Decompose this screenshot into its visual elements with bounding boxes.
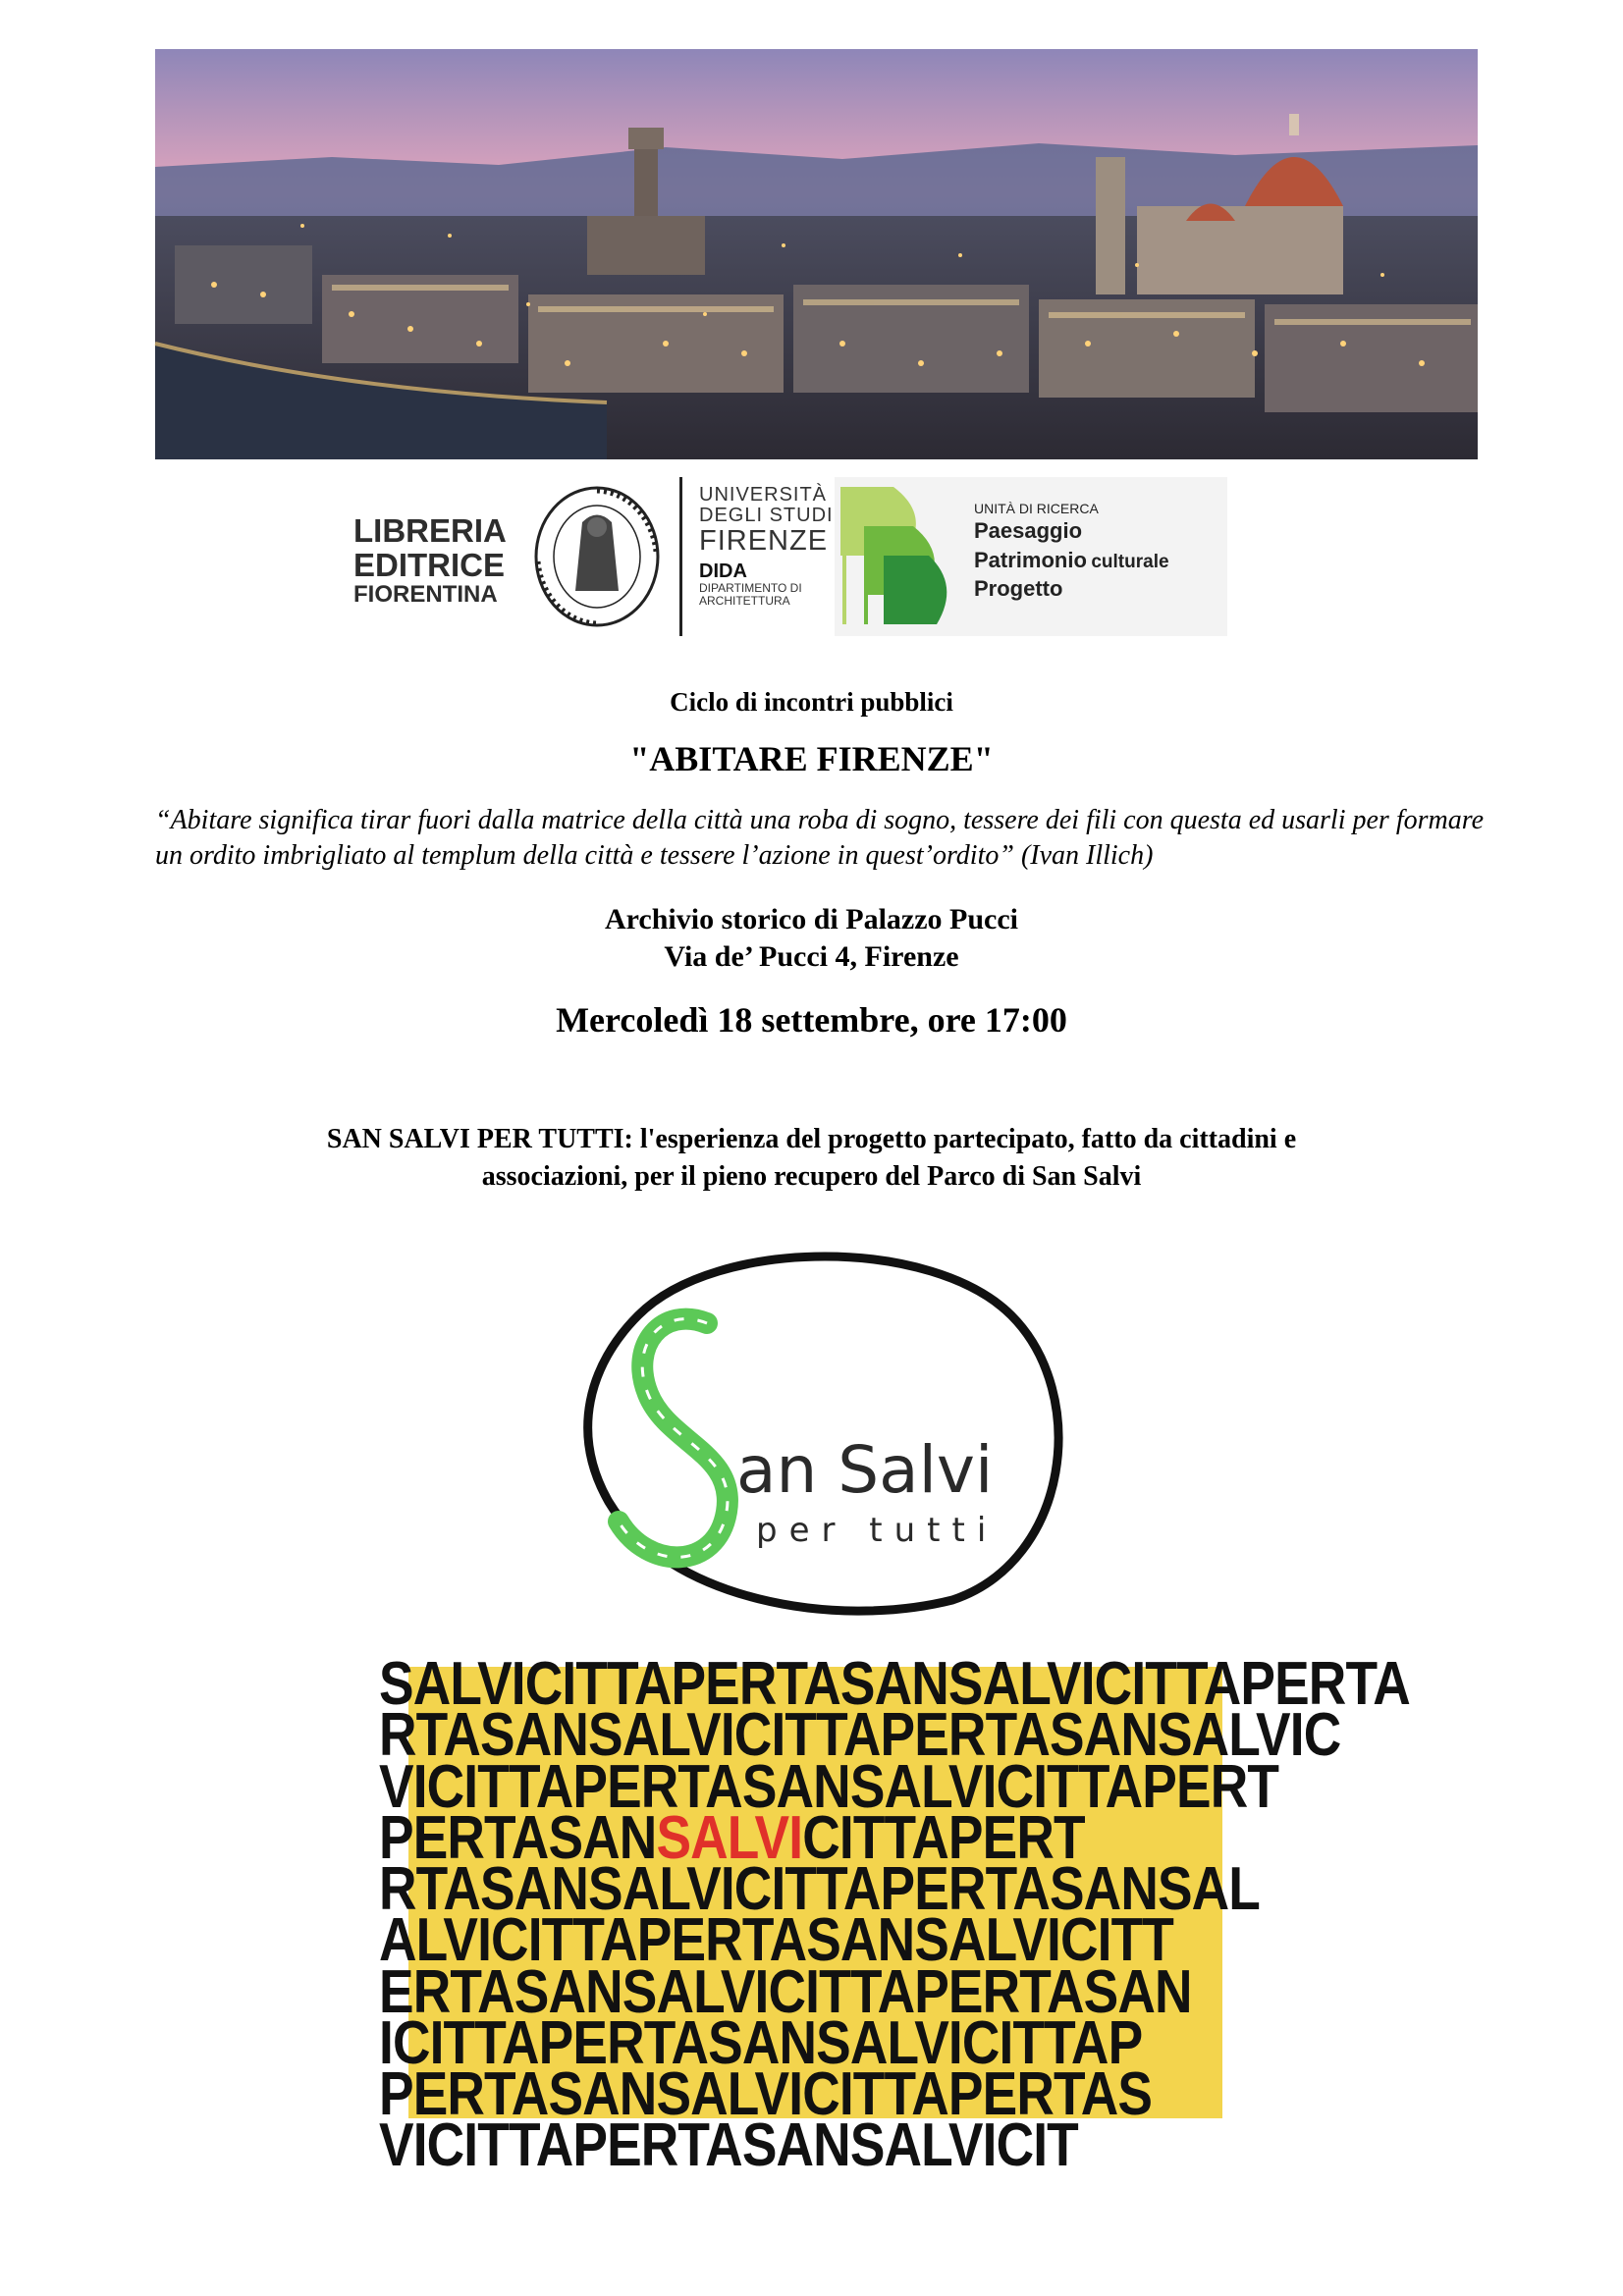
event-title: "ABITARE FIRENZE" <box>629 739 994 778</box>
event-subject <box>196 1121 1427 1196</box>
lef-line3: FIORENTINA <box>353 581 498 609</box>
dida-label: DIDA <box>699 561 747 583</box>
research-unit-label: UNITÀ DI RICERCA <box>974 501 1099 516</box>
event-date: Mercoledì 18 settembre, ore 17:00 <box>556 1000 1067 1040</box>
banner-line-text: CITTAPERT <box>802 1804 1085 1872</box>
subject-line1: SAN SALVI PER TUTTI: l'esperienza del progetto partecipato, fatto da cittadini e <box>326 1124 1297 1154</box>
banner-line <box>379 2110 1078 2180</box>
banner-line-text: VICITTAPERTASANSALVICITTAPERT <box>379 1753 1279 1821</box>
logo-divider <box>679 477 682 636</box>
banner-line-text: PERTASAN <box>379 1804 657 1872</box>
university-seal-icon <box>528 483 666 630</box>
banner-line-text: ALVICITTAPERTASANSALVICITT <box>379 1906 1174 1974</box>
partner-logos <box>344 473 1227 640</box>
quote-text: “Abitare significa tirar fuori dalla matrice della città una roba di sogno, tessere dei fili con questa ed usarli per formare un ordito imbrigliato al templum della città e tessere l’azione in quest’ordito” <box>155 805 1484 871</box>
logo-green-s-icon <box>619 1319 728 1558</box>
cycle-heading: Ciclo di incontri pubblici <box>670 687 953 717</box>
san-salvi-logo <box>579 1247 1070 1620</box>
lef-line1: LIBRERIA <box>353 512 507 549</box>
banner-line-text: RTASANSALVICITTAPERTASANSALVIC <box>379 1701 1341 1769</box>
venue-block <box>0 901 1623 976</box>
quote-block <box>155 803 1490 874</box>
subject-line2: associazioni, per il pieno recupero del Parco di San Salvi <box>481 1161 1142 1192</box>
banner-line-text: ERTASANSALVICITTAPERTASAN <box>379 1958 1192 2026</box>
venue-name: Archivio storico di Palazzo Pucci <box>604 903 1019 935</box>
dept-line1: DIPARTIMENTO DI <box>699 581 802 596</box>
banner-line-text: PERTASANSALVICITTAPERTAS <box>379 2060 1153 2128</box>
quote-author: (Ivan Illich) <box>1020 840 1154 871</box>
venue-address: Via de’ Pucci 4, Firenze <box>664 940 959 973</box>
logo-main-text: an Salvi <box>736 1432 994 1508</box>
lef-line2: EDITRICE <box>353 546 506 583</box>
unifi-line2: DEGLI STUDI <box>699 505 834 526</box>
libreria-editrice-logo <box>353 514 507 607</box>
ppp-line2b: culturale <box>1091 551 1169 572</box>
research-unit-logo <box>835 477 1227 636</box>
ppp-line2a: Patrimonio <box>974 547 1087 572</box>
hero-photo-florence <box>155 49 1478 459</box>
unifi-logo <box>699 485 834 608</box>
ppp-line3: Progetto <box>974 576 1063 602</box>
unifi-line1: UNIVERSITÀ <box>699 484 828 506</box>
banner-red-word: SALVI <box>656 1804 803 1872</box>
san-salvi-lettering-photo <box>379 1650 1410 2179</box>
unifi-line3: FIRENZE <box>699 525 829 557</box>
banner-line-text: ICITTAPERTASANSALVICITTAP <box>379 2009 1143 2077</box>
banner-line-text: RTASANSALVICITTAPERTASANSAL <box>379 1855 1261 1923</box>
san-salvi-logo-graphic <box>579 1247 1070 1620</box>
logo-sub-text: per tutti <box>756 1511 999 1550</box>
florence-skyline-illustration <box>155 49 1478 459</box>
ppp-line1: Paesaggio <box>974 518 1083 543</box>
banner-line-text: VICITTAPERTASANSALVICIT <box>379 2111 1078 2179</box>
ppp-green-mark-icon <box>835 477 972 636</box>
banner-line-text: SALVICITTAPERTASANSALVICITTAPERTA <box>379 1650 1410 1718</box>
dept-line2: ARCHITETTURA <box>699 594 790 609</box>
